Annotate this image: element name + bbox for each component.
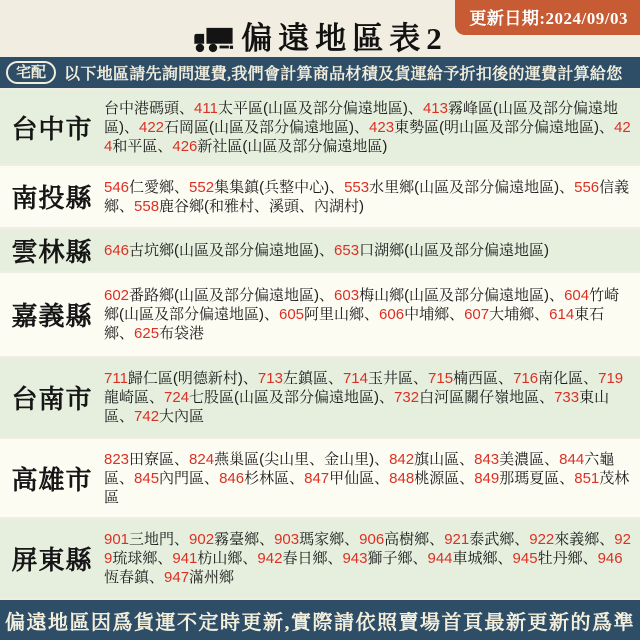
area-code: 553: [344, 178, 370, 196]
area-code: 713: [257, 370, 283, 387]
area-name: 阿里山鄉、: [304, 306, 380, 323]
area-name: 中埔鄉、: [404, 306, 465, 323]
area-code: 411: [194, 99, 218, 117]
area-code: 901: [104, 531, 130, 548]
area-name: 楠西區、: [453, 370, 514, 387]
region-areas: [104, 369, 640, 426]
area-name: 水里鄉(山區及部分偏遠地區)、: [369, 178, 575, 196]
area-code: 603: [334, 287, 360, 304]
area-name: 桃源區、: [414, 469, 475, 487]
area-code: 849: [474, 469, 500, 487]
area-name: 茂林區: [104, 469, 630, 506]
area-name: 七股區(山區及部分偏遠地區)、: [189, 389, 395, 406]
area-code: 947: [164, 569, 190, 586]
area-code: 823: [104, 450, 130, 468]
region-name: 台南市: [11, 384, 93, 414]
area-name: 春日鄉、: [282, 550, 343, 567]
region-name: 雲林縣: [11, 236, 93, 267]
truck-icon: [192, 26, 234, 54]
area-name: 獅子鄉、: [367, 550, 428, 567]
area-code: 733: [554, 389, 580, 406]
area-code: 556: [574, 178, 600, 196]
area-code: 715: [428, 370, 454, 387]
area-name: 甲仙區、: [329, 469, 390, 487]
area-name: 布袋港: [159, 325, 205, 342]
area-code: 945: [512, 550, 538, 567]
area-name: 左鎮區、: [282, 370, 343, 387]
area-code: 944: [427, 550, 453, 567]
area-code: 558: [134, 197, 160, 215]
area-name: 東勢區(明山區及部分偏遠地區)、: [394, 118, 615, 136]
area-name: 琉球鄉、: [112, 550, 173, 567]
area-name: 東山區、: [104, 389, 610, 425]
area-code: 625: [134, 325, 160, 342]
table-row: [0, 166, 640, 227]
home-delivery-badge: 宅配: [6, 61, 56, 84]
area-code: 848: [389, 469, 415, 487]
area-name: 梅山鄉(山區及部分偏遠地區)、: [359, 287, 565, 304]
area-name: 杉林區、: [244, 469, 305, 487]
area-code: 719: [598, 370, 624, 387]
table-row: [0, 519, 640, 598]
area-code: 724: [164, 389, 190, 406]
area-name: 仁愛鄉、: [129, 178, 190, 196]
area-code: 711: [104, 370, 128, 387]
area-name: 古坑鄉(山區及部分偏遠地區)、: [129, 241, 335, 259]
area-code: 846: [219, 469, 245, 487]
area-name: 口湖鄉(山區及部分偏遠地區): [359, 241, 550, 259]
area-name: 來義鄉、: [554, 531, 615, 548]
region-areas: [104, 99, 640, 156]
table-row: [0, 358, 640, 437]
area-code: 614: [549, 306, 575, 323]
area-name: 美濃區、: [499, 450, 560, 468]
area-code: 842: [389, 450, 415, 468]
area-name: 竹崎鄉(山區及部分偏遠地區)、: [104, 287, 620, 323]
area-name: 內門區、: [159, 469, 220, 487]
area-name: 霧臺鄉、: [214, 531, 275, 548]
area-code: 716: [513, 370, 539, 387]
area-name: 牡丹鄉、: [537, 550, 598, 567]
area-name: 枋山鄉、: [197, 550, 258, 567]
area-code: 943: [342, 550, 368, 567]
area-code: 843: [474, 450, 500, 468]
area-name: 恆春鎮、: [104, 569, 165, 586]
area-name: 白河區關仔嶺地區、: [419, 389, 555, 406]
region-areas: [104, 530, 640, 587]
area-name: 高樹鄉、: [384, 531, 445, 548]
area-code: 929: [104, 531, 631, 567]
area-name: 台中港碼頭、: [104, 99, 195, 117]
area-code: 742: [134, 408, 160, 425]
area-code: 902: [189, 531, 215, 548]
region-name: 南投縣: [11, 183, 93, 213]
area-code: 423: [369, 118, 395, 136]
area-code: 732: [394, 389, 420, 406]
area-name: 車城鄉、: [452, 550, 513, 567]
area-name: 和平區、: [112, 137, 173, 155]
area-code: 942: [257, 550, 283, 567]
area-name: 六龜區、: [104, 450, 615, 487]
region-areas: [104, 178, 640, 216]
area-code: 922: [529, 531, 555, 548]
notice-text: 以下地區請先詢問運費,我們會計算商品材積及貨運給予折扣後的運費計算給您: [64, 66, 623, 83]
header: [0, 0, 640, 57]
area-name: 太平區(山區及部分偏遠地區)、: [217, 99, 423, 117]
area-code: 546: [104, 178, 130, 196]
area-code: 946: [597, 550, 623, 567]
area-code: 921: [444, 531, 470, 548]
area-code: 604: [564, 287, 590, 304]
region-areas: [104, 286, 640, 343]
area-name: 瑪家鄉、: [299, 531, 360, 548]
region-name: 嘉義縣: [11, 301, 93, 331]
region-name: 台中市: [11, 113, 93, 144]
area-code: 424: [104, 118, 631, 155]
area-name: 南化區、: [538, 370, 599, 387]
area-name: 大埔鄉、: [489, 306, 550, 323]
area-code: 426: [172, 137, 198, 155]
area-code: 552: [189, 178, 215, 196]
area-name: 滿州鄉: [189, 569, 235, 586]
region-areas: [104, 450, 640, 507]
area-name: 旗山區、: [414, 450, 475, 468]
area-name: 三地門、: [129, 531, 190, 548]
area-code: 653: [334, 241, 360, 259]
area-code: 606: [379, 306, 405, 323]
area-code: 413: [422, 99, 448, 117]
area-code: 847: [304, 469, 330, 487]
area-name: 玉井區、: [368, 370, 429, 387]
area-name: 番路鄉(山區及部分偏遠地區)、: [129, 287, 335, 304]
area-code: 714: [342, 370, 368, 387]
area-code: 941: [172, 550, 198, 567]
area-name: 霧峰區(山區及部分偏遠地區)、: [104, 99, 618, 136]
area-name: 集集鎮(兵整中心)、: [214, 178, 345, 196]
area-code: 851: [574, 469, 600, 487]
area-code: 906: [359, 531, 385, 548]
region-areas: [104, 241, 640, 260]
page-title: 偏遠地區表2: [241, 21, 448, 56]
area-code: 607: [464, 306, 490, 323]
table-row: [0, 229, 640, 271]
table-row: [0, 273, 640, 356]
area-code: 845: [134, 469, 160, 487]
area-name: 鹿谷鄉(和雅村、溪頭、內湖村): [159, 197, 365, 215]
area-name: 那瑪夏區、: [499, 469, 575, 487]
area-name: 石岡區(山區及部分偏遠地區)、: [164, 118, 370, 136]
area-name: 大內區: [159, 408, 205, 425]
notice-bar: [0, 57, 640, 88]
footer-bar: [0, 600, 640, 640]
area-code: 844: [559, 450, 585, 468]
table-row: [0, 439, 640, 517]
area-name: 新社區(山區及部分偏遠地區): [197, 137, 388, 155]
area-name: 東石鄉、: [104, 306, 605, 342]
area-code: 824: [189, 450, 215, 468]
footer-text: 偏遠地區因爲貨運不定時更新,實際請依照賣場首頁最新更新的爲準: [5, 611, 635, 634]
area-name: 歸仁區(明德新村)、: [127, 370, 258, 387]
area-name: 燕巢區(尖山里、金山里)、: [214, 450, 390, 468]
update-date-badge: 更新日期:2024/09/03: [455, 0, 640, 35]
area-code: 602: [104, 287, 130, 304]
area-code: 422: [139, 118, 165, 136]
area-name: 龍崎區、: [104, 389, 165, 406]
table-row: [0, 90, 640, 164]
area-name: 田寮區、: [129, 450, 190, 468]
area-code: 903: [274, 531, 300, 548]
region-table: [0, 90, 640, 598]
area-name: 泰武鄉、: [469, 531, 530, 548]
area-name: 信義鄉、: [104, 178, 630, 215]
region-name: 高雄市: [11, 464, 93, 495]
region-name: 屏東縣: [11, 545, 93, 575]
area-code: 646: [104, 241, 130, 259]
area-code: 605: [279, 306, 305, 323]
